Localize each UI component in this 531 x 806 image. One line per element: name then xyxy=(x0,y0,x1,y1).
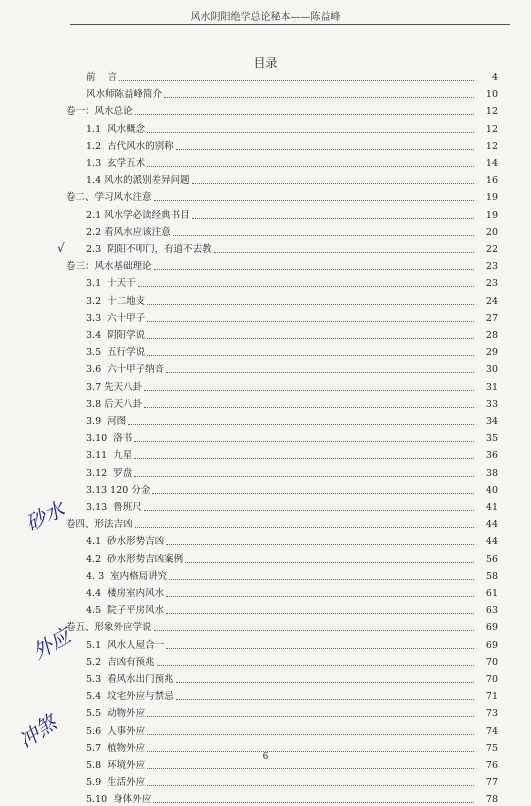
toc-entry-label: 3.11 九星 xyxy=(86,450,133,462)
toc-entry-label: 4. 3 室内格局讲究 xyxy=(86,570,168,582)
dot-leader xyxy=(176,682,474,683)
dot-leader xyxy=(192,183,474,184)
dot-leader xyxy=(119,80,474,81)
toc-entry[interactable] xyxy=(86,603,498,617)
dot-leader xyxy=(154,269,474,270)
dot-leader xyxy=(152,493,474,494)
dot-leader xyxy=(166,372,474,373)
toc-entry-label: 5.8 环境外应 xyxy=(86,760,146,771)
toc-entry[interactable] xyxy=(86,414,498,428)
toc-entry-label: 2.3 阴阳不叩门，有道不去教 xyxy=(86,244,212,255)
dot-leader xyxy=(154,630,474,631)
toc-entry-page: 40 xyxy=(485,484,498,496)
toc-entry-label: 1.1 风水概念 xyxy=(86,123,146,135)
toc-entry-label: 3.7 先天八卦 xyxy=(86,381,143,393)
toc-entry-page: 31 xyxy=(485,381,498,393)
toc-entry-page: 34 xyxy=(485,416,498,427)
dot-leader xyxy=(135,114,474,115)
toc-entry[interactable] xyxy=(86,311,498,325)
dot-leader xyxy=(134,458,474,459)
toc-entry[interactable] xyxy=(86,431,498,445)
toc-entry-label: 5.7 植物外应 xyxy=(86,742,146,754)
toc-entry-page: 75 xyxy=(485,742,498,754)
toc-entry-label: 5.6 人事外应 xyxy=(86,725,146,737)
toc-entry[interactable] xyxy=(86,70,498,84)
toc-entry-page: 16 xyxy=(485,175,498,187)
toc-entry-label: 卷一：风水总论 xyxy=(66,106,133,118)
dot-leader xyxy=(166,613,474,614)
toc-entry-page: 69 xyxy=(485,639,498,651)
toc-entry-page: 44 xyxy=(485,536,498,548)
toc-entry[interactable] xyxy=(86,792,498,806)
dot-leader xyxy=(134,476,474,477)
toc-entry-label: 3.2 十二地支 xyxy=(86,295,146,307)
toc-entry-page: 74 xyxy=(485,725,498,737)
toc-entry-label: 3.8 后天八卦 xyxy=(86,398,143,410)
toc-entry[interactable] xyxy=(86,156,498,170)
toc-entry-label: 4.5 院子平房风水 xyxy=(86,605,165,617)
toc-entry[interactable] xyxy=(86,706,498,720)
toc-entry-page: 12 xyxy=(485,106,498,118)
toc-entry-page: 19 xyxy=(485,209,498,221)
dot-leader xyxy=(185,562,474,563)
toc-entry-label: 5.10 身体外应 xyxy=(86,794,152,806)
toc-entry[interactable] xyxy=(66,517,498,531)
dot-leader xyxy=(147,768,474,769)
handwritten-note-2: 外应 xyxy=(28,623,75,665)
toc-entry-page: 70 xyxy=(485,656,498,668)
toc-entry-page: 4 xyxy=(491,72,498,83)
toc-entry[interactable] xyxy=(86,466,498,480)
toc-entry-page: 36 xyxy=(485,450,498,462)
toc-entry[interactable] xyxy=(66,190,498,204)
toc-entry[interactable] xyxy=(86,552,498,566)
dot-leader xyxy=(144,407,474,408)
toc-entry-label: 4.4 楼房室内风水 xyxy=(86,588,165,599)
toc-entry-label: 5.1 风水人屋合一 xyxy=(86,639,165,651)
toc-entry[interactable] xyxy=(66,104,498,118)
toc-entry-page: 77 xyxy=(485,777,498,789)
toc-entry-label: 3.4 阴阳学说 xyxy=(86,330,146,341)
toc-entry-label: 3.13 120 分金 xyxy=(86,484,151,496)
check-mark: √ xyxy=(57,241,65,255)
toc-entry[interactable] xyxy=(86,225,498,239)
toc-entry-label: 1.3 玄学五术 xyxy=(86,158,146,169)
toc-entry[interactable] xyxy=(86,87,498,101)
toc-entry-label: 5.2 吉凶有预兆 xyxy=(86,656,155,668)
toc-entry-page: 38 xyxy=(485,467,498,479)
toc-entry-label: 风水师陈益峰简介 xyxy=(86,89,163,101)
toc-entry-label: 5.3 看风水出门预兆 xyxy=(86,674,174,685)
toc-entry-label: 1.2 古代风水的别称 xyxy=(86,140,174,152)
toc-entry[interactable] xyxy=(66,259,498,273)
toc-entry-page: 35 xyxy=(485,433,498,445)
dot-leader xyxy=(144,510,474,511)
toc-entry-label: 3.5 五行学说 xyxy=(86,347,146,359)
toc-entry[interactable] xyxy=(86,655,498,669)
toc-entry[interactable] xyxy=(86,276,498,290)
dot-leader xyxy=(214,252,474,253)
dot-leader xyxy=(154,200,474,201)
toc-entry[interactable] xyxy=(86,500,498,514)
toc-entry-page: 19 xyxy=(485,192,498,204)
toc-entry[interactable] xyxy=(86,534,498,548)
handwritten-note-3: 冲煞 xyxy=(14,710,61,753)
toc-entry-page: 30 xyxy=(485,364,498,376)
toc-entry[interactable] xyxy=(86,569,498,583)
toc-entry-page: 28 xyxy=(485,330,498,341)
toc-entry-page: 29 xyxy=(485,347,498,359)
toc-entry[interactable] xyxy=(86,483,498,497)
toc-entry-label: 3.12 罗盘 xyxy=(86,467,133,479)
dot-leader xyxy=(147,166,474,167)
toc-entry-label: 5.9 生活外应 xyxy=(86,777,146,789)
toc-entry[interactable] xyxy=(86,208,498,222)
toc-entry-page: 70 xyxy=(485,674,498,685)
toc-title: 目录 xyxy=(253,56,278,70)
toc-entry-page: 10 xyxy=(485,89,498,101)
toc-entry[interactable] xyxy=(86,638,498,652)
toc-entry-label: 前 言 xyxy=(86,72,118,83)
toc-entry-label: 3.10 洛书 xyxy=(86,433,133,445)
toc-entry[interactable] xyxy=(86,345,498,359)
dot-leader xyxy=(173,235,474,236)
toc-entry-page: 76 xyxy=(485,760,498,771)
toc-entry-label: 卷五、形象外应学说 xyxy=(66,622,152,634)
toc-entry-label: 卷二、学习风水注意 xyxy=(66,192,152,204)
toc-entry-label: 卷三：风水基础理论 xyxy=(66,261,152,273)
dot-leader xyxy=(164,97,474,98)
toc-entry-label: 卷四、形法吉凶 xyxy=(66,519,133,531)
toc-entry[interactable] xyxy=(86,294,498,308)
toc-entry-page: 20 xyxy=(485,226,498,238)
dot-leader xyxy=(134,441,474,442)
toc-entry[interactable] xyxy=(86,448,498,462)
toc-entry[interactable] xyxy=(86,122,498,136)
toc-entry-page: 71 xyxy=(485,691,498,703)
dot-leader xyxy=(176,699,474,700)
dot-leader xyxy=(138,286,474,287)
toc-entry[interactable] xyxy=(86,397,498,411)
dot-leader xyxy=(192,218,474,219)
toc-entry-page: 12 xyxy=(485,140,498,152)
dot-leader xyxy=(147,132,474,133)
toc-entry-page: 24 xyxy=(485,295,498,307)
toc-entry-page: 56 xyxy=(485,553,498,565)
dot-leader xyxy=(128,424,474,425)
toc-entry-page: 23 xyxy=(485,278,498,290)
toc-entry-label: 3.9 河图 xyxy=(86,416,127,427)
toc-entry-page: 12 xyxy=(485,123,498,135)
toc-entry-label: 3.3 六十甲子 xyxy=(86,312,146,324)
toc-entry[interactable] xyxy=(86,380,498,394)
toc-entry-label: 3.6 六十甲子纳音 xyxy=(86,364,165,376)
dot-leader xyxy=(176,149,474,150)
toc-entry[interactable] xyxy=(86,173,498,187)
toc-entry[interactable] xyxy=(86,672,498,686)
dot-leader xyxy=(147,785,474,786)
toc-entry-page: 23 xyxy=(485,261,498,273)
toc-entry-page: 61 xyxy=(485,588,498,599)
toc-entry[interactable] xyxy=(86,139,498,153)
toc-entry-label: 2.1 风水学必读经典书目 xyxy=(86,209,190,221)
toc-entry[interactable] xyxy=(86,775,498,789)
toc-entry-page: 14 xyxy=(485,158,498,169)
dot-leader xyxy=(166,596,474,597)
toc-entry[interactable] xyxy=(86,328,498,342)
toc-entry[interactable] xyxy=(86,242,498,256)
toc-entry-label: 5.5 动物外应 xyxy=(86,708,146,720)
dot-leader xyxy=(135,527,474,528)
toc-entry-label: 5.4 坟宅外应与禁忌 xyxy=(86,691,174,703)
dot-leader xyxy=(147,734,474,735)
toc-entry[interactable] xyxy=(66,620,498,634)
toc-entry[interactable] xyxy=(86,689,498,703)
toc-entry-label: 4.2 砂水形势吉凶案例 xyxy=(86,553,184,565)
toc-entry-label: 3.1 十天干 xyxy=(86,278,136,290)
toc-entry-page: 58 xyxy=(485,570,498,582)
dot-leader xyxy=(147,355,474,356)
dot-leader xyxy=(147,321,474,322)
handwritten-note-1: 砂水 xyxy=(21,496,69,536)
dot-leader xyxy=(147,338,474,339)
toc-entry-page: 41 xyxy=(485,502,498,513)
toc-entry-label: 2.2 看风水应该注意 xyxy=(86,226,171,238)
header-rule xyxy=(70,24,510,25)
toc-entry-label: 3.13 鲁班尺 xyxy=(86,502,142,513)
toc-entry-label: 4.1 砂水形势吉凶 xyxy=(86,536,165,548)
toc-entry-page: 69 xyxy=(485,622,498,634)
dot-leader xyxy=(166,648,474,649)
running-header: 风水阴阳绝学总论秘本——陈益峰 xyxy=(190,12,341,23)
toc-entry[interactable] xyxy=(86,362,498,376)
page-number: 6 xyxy=(262,752,269,762)
dot-leader xyxy=(153,802,474,803)
toc-entry-page: 22 xyxy=(485,244,498,255)
toc-entry-page: 63 xyxy=(485,605,498,617)
toc-entry[interactable] xyxy=(86,586,498,600)
toc-entry-label: 1.4 风水的派别差异问题 xyxy=(86,175,190,187)
dot-leader xyxy=(169,579,474,580)
toc-entry-page: 78 xyxy=(485,794,498,806)
toc-entry-page: 73 xyxy=(485,708,498,720)
dot-leader xyxy=(157,665,474,666)
toc-entry[interactable] xyxy=(86,724,498,738)
dot-leader xyxy=(147,304,474,305)
dot-leader xyxy=(147,716,474,717)
toc-entry-page: 44 xyxy=(485,519,498,531)
dot-leader xyxy=(166,544,474,545)
toc-entry-page: 27 xyxy=(485,312,498,324)
dot-leader xyxy=(144,390,474,391)
toc-entry-page: 33 xyxy=(485,398,498,410)
